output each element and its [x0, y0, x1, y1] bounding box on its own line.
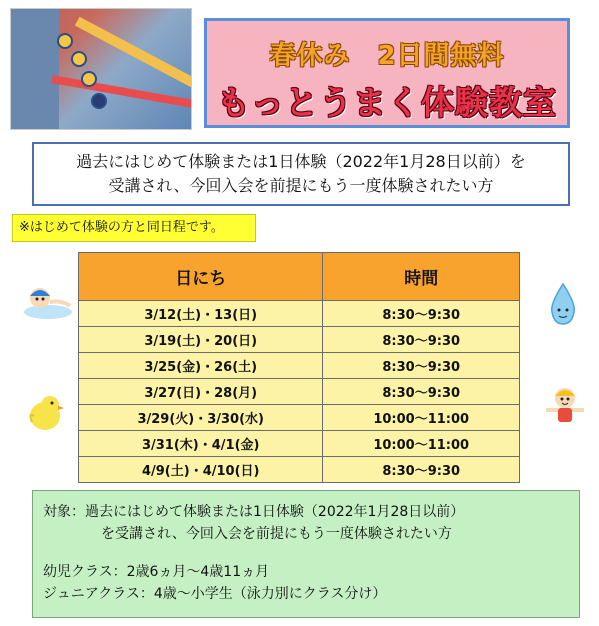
- infant-class: 幼児クラス：2歳6ヵ月〜4歳11ヵ月: [43, 564, 270, 580]
- row-time: 8:30〜9:30: [323, 301, 520, 327]
- target-line1: 過去にはじめて体験または1日体験（2022年1月28日以前）を: [76, 152, 526, 171]
- header-date: 日にち: [79, 253, 323, 301]
- title-line2: もっとうまく体験教室: [217, 83, 557, 122]
- info-target-line1: 対象：過去にはじめて体験または1日体験（2022年1月28日以前）: [43, 504, 465, 520]
- info-target-line2: を受講され、今回入会を前提にもう一度体験されたい方: [101, 526, 452, 542]
- table-row: [79, 457, 520, 483]
- schedule-table: [78, 252, 520, 483]
- header-time: 時間: [323, 253, 520, 301]
- kid-swimmer-icon: [540, 384, 590, 426]
- row-date: 3/19(土)・20(日): [79, 327, 323, 353]
- row-time: 8:30〜9:30: [323, 457, 520, 483]
- row-time: 8:30〜9:30: [323, 379, 520, 405]
- water-drop-icon: [548, 282, 578, 326]
- row-date: 3/27(日)・28(月): [79, 379, 323, 405]
- table-row: [79, 405, 520, 431]
- info-box: [32, 490, 580, 618]
- row-date: 3/25(金)・26(土): [79, 353, 323, 379]
- title-banner: [204, 18, 570, 128]
- target-description: [32, 142, 570, 206]
- row-time: 8:30〜9:30: [323, 353, 520, 379]
- row-time: 10:00〜11:00: [323, 405, 520, 431]
- target-line2: 受講され、今回入会を前提にもう一度体験されたい方: [108, 176, 494, 195]
- row-date: 3/12(土)・13(日): [79, 301, 323, 327]
- table-row: [79, 379, 520, 405]
- schedule-note: ※はじめて体験の方と同日程です。: [12, 214, 256, 242]
- row-date: 4/9(土)・4/10(日): [79, 457, 323, 483]
- pool-photo: [10, 8, 192, 130]
- swimmer-icon: [22, 282, 74, 322]
- table-row: [79, 301, 520, 327]
- junior-class: ジュニアクラス：4歳〜小学生（泳力別にクラス分け）: [43, 586, 387, 602]
- table-row: [79, 327, 520, 353]
- chick-icon: [24, 392, 66, 434]
- table-header-row: [79, 253, 520, 301]
- row-date: 3/29(火)・3/30(水): [79, 405, 323, 431]
- title-line1: 春休み 2日間無料: [269, 41, 505, 71]
- row-date: 3/31(木)・4/1(金): [79, 431, 323, 457]
- table-row: [79, 431, 520, 457]
- row-time: 10:00〜11:00: [323, 431, 520, 457]
- row-time: 8:30〜9:30: [323, 327, 520, 353]
- table-row: [79, 353, 520, 379]
